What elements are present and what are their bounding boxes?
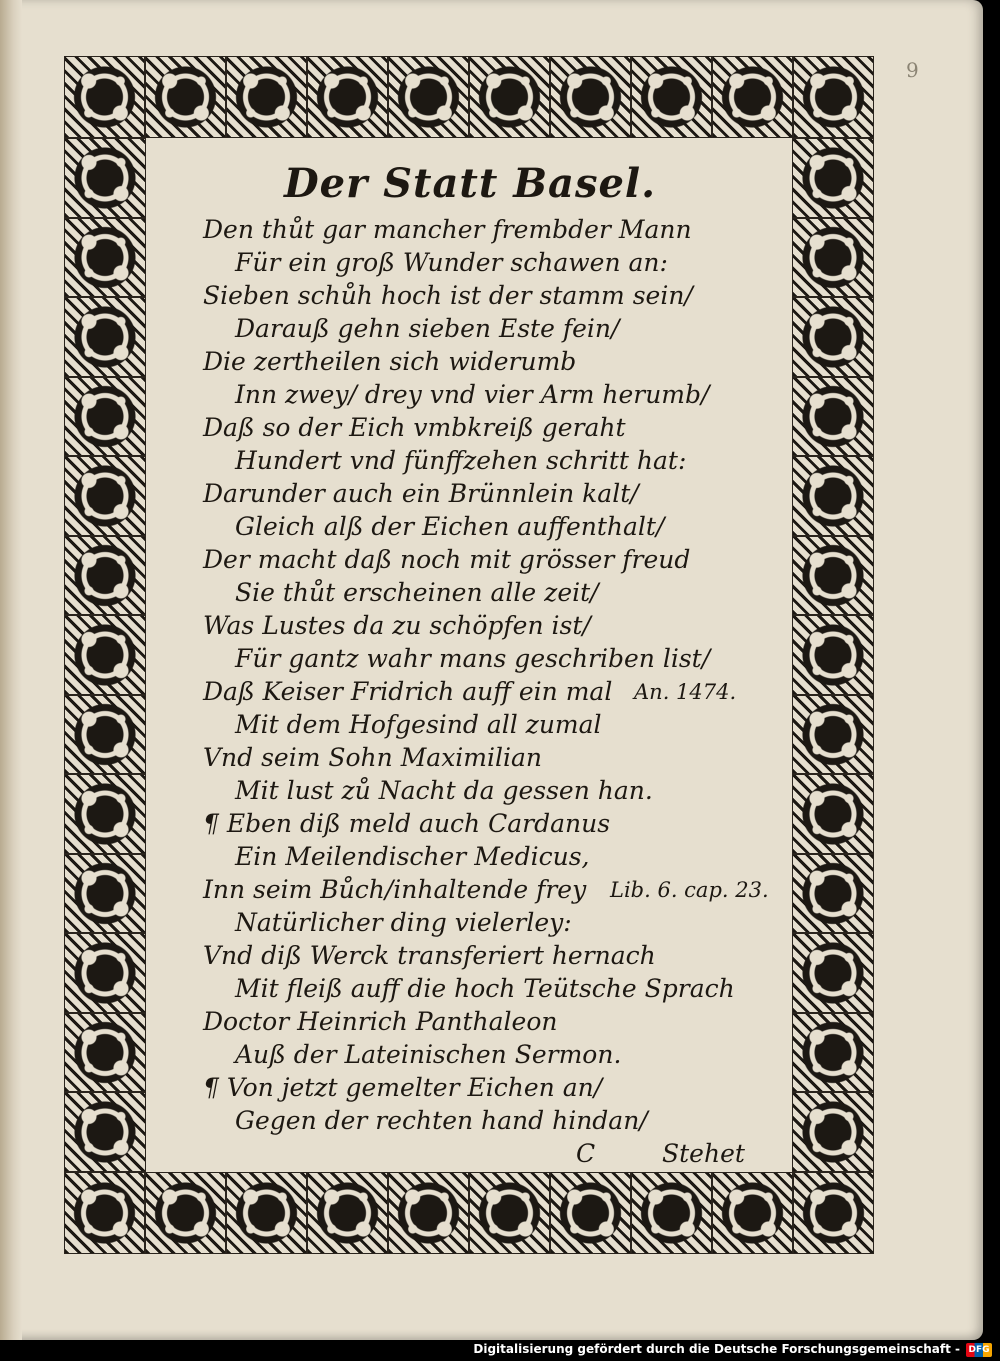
- ornament-tile: [64, 56, 145, 138]
- dfg-logo-icon: DFG: [966, 1343, 992, 1357]
- verse-line: Vnd diß Werck transferiert hernach: [203, 941, 656, 970]
- ornament-tile: [64, 1092, 146, 1172]
- ornament-tile: [307, 1172, 388, 1254]
- ornament-tile: [64, 615, 146, 695]
- ornament-tile: [792, 297, 874, 377]
- verse-line: Inn zwey/ drey vnd vier Arm herumb/: [235, 380, 710, 409]
- ornament-tile: [64, 695, 146, 775]
- ornament-tile: [64, 1013, 146, 1093]
- verse-line: Sie thůt erscheinen alle zeit/: [235, 578, 599, 607]
- verse-line: ¶ Eben diß meld auch Cardanus: [203, 809, 611, 838]
- ornament-tile: [550, 56, 631, 138]
- ornament-tile: [64, 456, 146, 536]
- ornament-tile: [631, 56, 712, 138]
- ornament-tile: [792, 218, 874, 298]
- ornament-tile: [631, 1172, 712, 1254]
- ornament-tile: [64, 377, 146, 457]
- ornament-tile: [469, 56, 550, 138]
- verse-line: Inn seim Bůch/inhaltende frey: [203, 875, 587, 904]
- ornament-tile: [64, 933, 146, 1013]
- ornamental-border-left: [64, 138, 146, 1172]
- verse-line: Was Lustes da zu schöpfen ist/: [203, 611, 591, 640]
- verse-line: Mit dem Hofgesind all zumal: [235, 710, 602, 739]
- ornament-tile: [792, 456, 874, 536]
- folio-number: 9: [906, 58, 919, 82]
- funding-notice: Digitalisierung gefördert durch die Deutsche Forschungsgemeinschaft -: [473, 1342, 960, 1356]
- ornament-tile: [64, 297, 146, 377]
- page-gutter: [0, 0, 22, 1340]
- verse-line: Darunder auch ein Brünnlein kalt/: [203, 479, 639, 508]
- ornament-tile: [64, 854, 146, 934]
- ornament-tile: [792, 615, 874, 695]
- verse-line: Die zertheilen sich widerumb: [203, 347, 577, 376]
- verse-line: Daß so der Eich vmbkreiß geraht: [203, 413, 626, 442]
- ornament-tile: [550, 1172, 631, 1254]
- ornament-tile: [64, 218, 146, 298]
- ornament-tile: [388, 1172, 469, 1254]
- ornamental-border-top: [64, 56, 874, 138]
- ornamental-border-bottom: [64, 1172, 874, 1254]
- verse-line: Für ein groß Wunder schawen an:: [235, 248, 668, 277]
- ornament-tile: [307, 56, 388, 138]
- ornament-tile: [793, 1172, 874, 1254]
- catchword: Stehet: [662, 1139, 745, 1168]
- ornament-tile: [64, 138, 146, 218]
- verse-line: Für gantz wahr mans geschriben list/: [235, 644, 711, 673]
- verse-line: Den thůt gar mancher frembder Mann: [203, 215, 692, 244]
- ornamental-border-right: [792, 138, 874, 1172]
- ornament-tile: [792, 774, 874, 854]
- ornament-tile: [792, 1092, 874, 1172]
- verse-line: Ein Meilendischer Medicus,: [235, 842, 590, 871]
- ornament-tile: [792, 536, 874, 616]
- margin-note-year: An. 1474.: [634, 680, 737, 704]
- verse-line: Vnd seim Sohn Maximilian: [203, 743, 543, 772]
- ornament-tile: [792, 933, 874, 1013]
- ornament-tile: [712, 1172, 793, 1254]
- ornament-tile: [792, 1013, 874, 1093]
- verse-line: Daß Keiser Fridrich auff ein mal: [203, 677, 613, 706]
- ornament-tile: [64, 1172, 145, 1254]
- ornament-tile: [226, 56, 307, 138]
- verse-line: Mit lust zů Nacht da gessen han.: [235, 776, 653, 805]
- ornament-tile: [388, 56, 469, 138]
- verse-line: Mit fleiß auff die hoch Teütsche Sprach: [235, 974, 735, 1003]
- footer-bar: [0, 1340, 1000, 1361]
- signature-mark: C: [576, 1139, 596, 1168]
- ornament-tile: [64, 774, 146, 854]
- ornament-tile: [64, 536, 146, 616]
- verse-line: Doctor Heinrich Panthaleon: [203, 1007, 558, 1036]
- ornament-tile: [792, 695, 874, 775]
- ornament-tile: [792, 377, 874, 457]
- verse-line: Sieben schůh hoch ist der stamm sein/: [203, 281, 693, 310]
- ornament-tile: [145, 56, 226, 138]
- ornament-tile: [792, 138, 874, 218]
- verse-line: Auß der Lateinischen Sermon.: [235, 1040, 622, 1069]
- verse-line: Gleich alß der Eichen auffenthalt/: [235, 512, 665, 541]
- verse-line: Der macht daß noch mit grösser freud: [203, 545, 691, 574]
- ornament-tile: [469, 1172, 550, 1254]
- ornament-tile: [712, 56, 793, 138]
- verse-line: Darauß gehn sieben Este fein/: [235, 314, 620, 343]
- ornament-tile: [792, 854, 874, 934]
- page-title: Der Statt Basel.: [283, 160, 657, 207]
- ornament-tile: [145, 1172, 226, 1254]
- verse-line: ¶ Von jetzt gemelter Eichen an/: [203, 1073, 603, 1102]
- ornament-tile: [793, 56, 874, 138]
- ornament-tile: [226, 1172, 307, 1254]
- verse-line: Hundert vnd fünffzehen schritt hat:: [235, 446, 687, 475]
- verse-line: Gegen der rechten hand hindan/: [235, 1106, 648, 1135]
- verse-line: Natürlicher ding vielerley:: [235, 908, 572, 937]
- margin-note-citation: Lib. 6. cap. 23.: [610, 878, 769, 902]
